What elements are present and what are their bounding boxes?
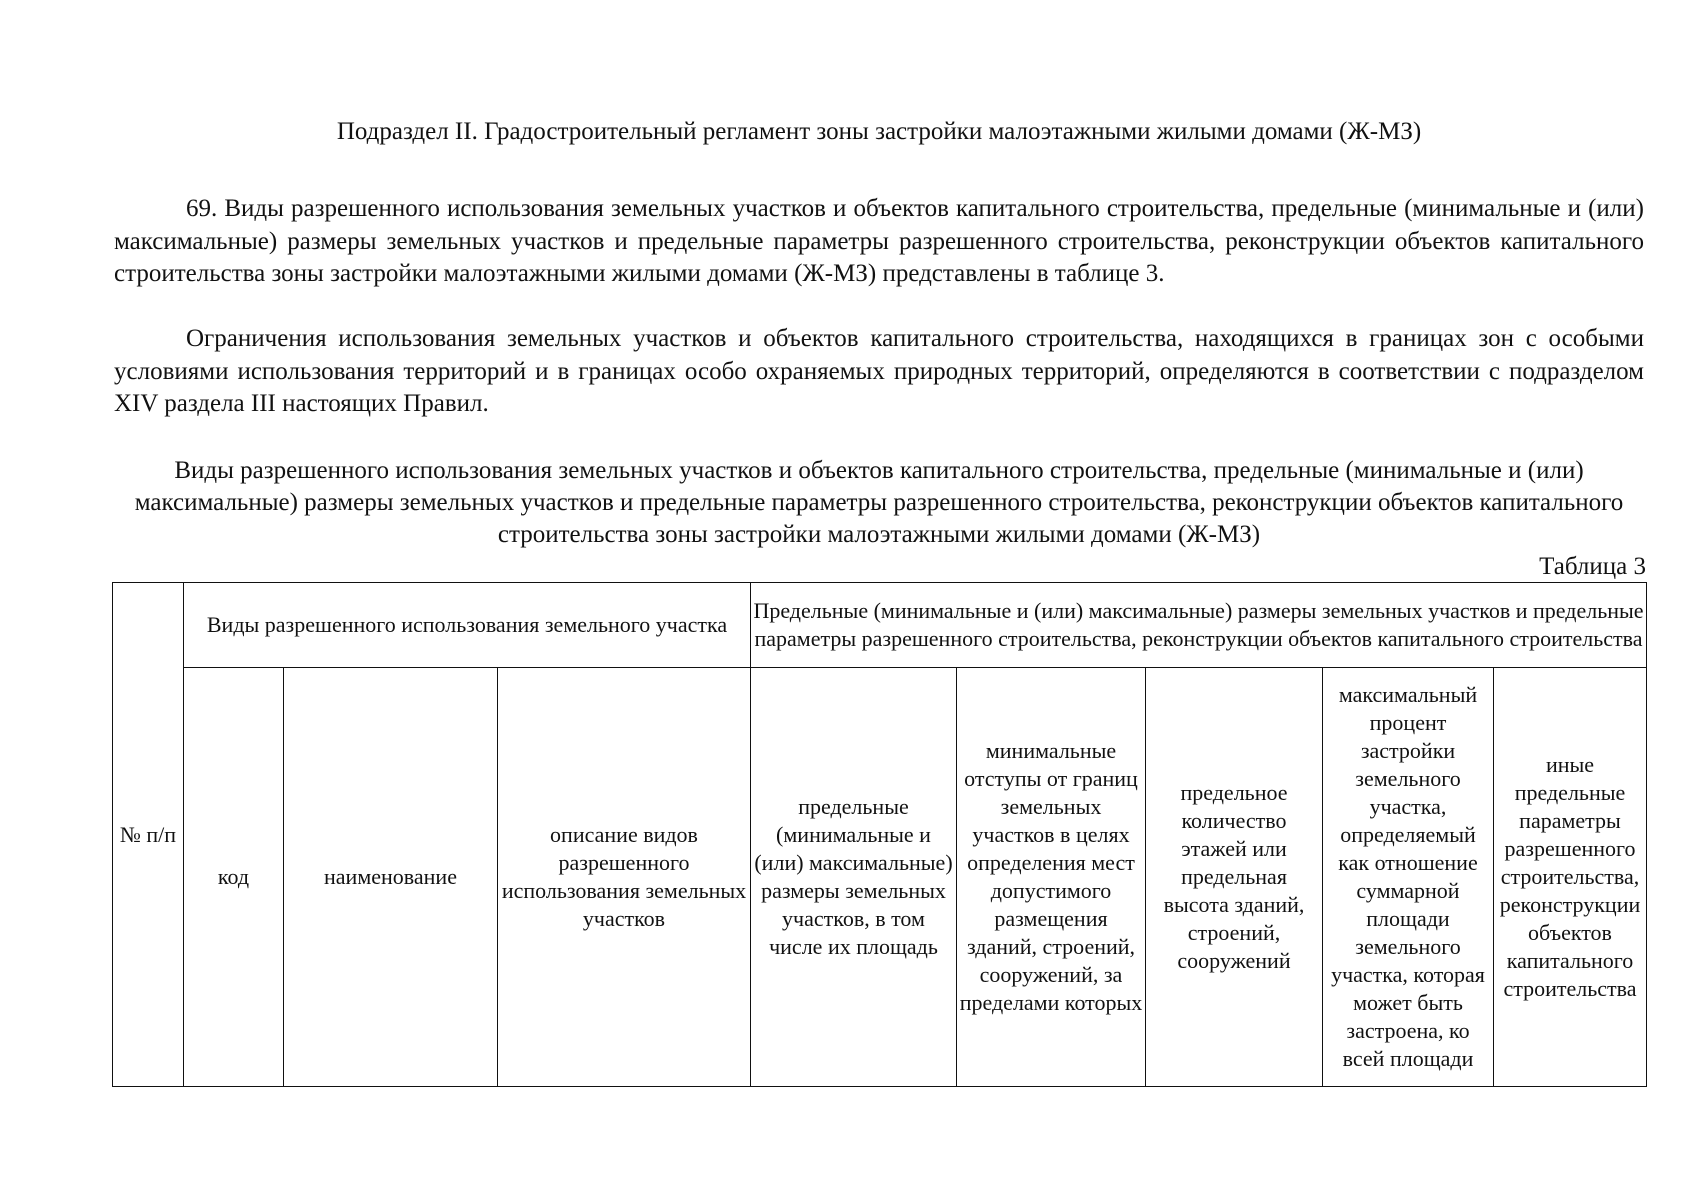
header-description-label: описание видов разрешенного использования земельных участков	[501, 822, 747, 931]
table-heading: Виды разрешенного использования земельных участков и объектов капитального строительства, предельные (минимальные и (или) максимальные) размеры земельных участков и предельные параметры разрешенного строительства, реконструкции объектов капитального строительства зоны застройки малоэтажными жилыми домами (Ж-МЗ)	[134, 457, 1624, 548]
header-area	[751, 668, 957, 1087]
header-other	[1494, 668, 1647, 1087]
table-header-row-columns	[113, 668, 1647, 1087]
header-name-label: наименование	[324, 864, 457, 889]
subsection-title: Подраздел II. Градостроительный регламент зоны застройки малоэтажными жилыми домами (Ж-МЗ)	[336, 118, 1422, 145]
header-area-label: предельные (минимальные и (или) максимальные) размеры земельных участков, в том числе их площадь	[754, 794, 953, 959]
header-coverage-label: максимальный процент застройки земельного участка, определяемый как отношение суммарной площади земельного участка, которая может быть застроена, ко всей площади	[1331, 682, 1485, 1071]
header-floors	[1146, 668, 1323, 1087]
header-group-uses-label: Виды разрешенного использования земельного участка	[206, 612, 728, 637]
table-number: Таблица 3	[1539, 553, 1646, 580]
regulations-table	[112, 582, 1647, 1087]
header-group-limits	[751, 583, 1647, 668]
header-setbacks-label: минимальные отступы от границ земельных участков в целях определения мест допустимого размещения зданий, строений, сооружений, за пределами которых	[959, 738, 1143, 1015]
table-header-row-groups	[113, 583, 1647, 668]
header-description	[498, 668, 751, 1087]
paragraph-69: 69. Виды разрешенного использования земельных участков и объектов капитального строительства, предельные (минимальные и (или) максимальные) размеры земельных участков и предельные параметры разрешенного строительства, реконструкции объектов капитального строительства зоны застройки малоэтажными жилыми домами (Ж-МЗ) представлены в таблице 3.	[114, 195, 1644, 287]
header-setbacks	[957, 668, 1146, 1087]
header-name	[284, 668, 498, 1087]
header-code	[184, 668, 284, 1087]
header-floors-label: предельное количество этажей или предельная высота зданий, строений, сооружений	[1163, 780, 1305, 973]
header-number-label: № п/п	[119, 821, 177, 847]
paragraph-restrictions: Ограничения использования земельных участков и объектов капитального строительства, находящихся в границах зон с особыми условиями использования территорий и в границах особо охраняемых природных территорий, определяются в соответствии с подразделом XIV раздела III настоящих Правил.	[114, 325, 1644, 417]
header-other-label: иные предельные параметры разрешенного строительства, реконструкции объектов капитального строительства	[1499, 752, 1641, 1001]
header-group-limits-label: Предельные (минимальные и (или) максимальные) размеры земельных участков и предельные параметры разрешенного строительства, реконструкции объектов капитального строительства	[753, 598, 1644, 651]
header-code-label: код	[217, 864, 250, 889]
header-coverage	[1323, 668, 1494, 1087]
header-number	[113, 583, 184, 1087]
header-group-uses	[184, 583, 751, 668]
